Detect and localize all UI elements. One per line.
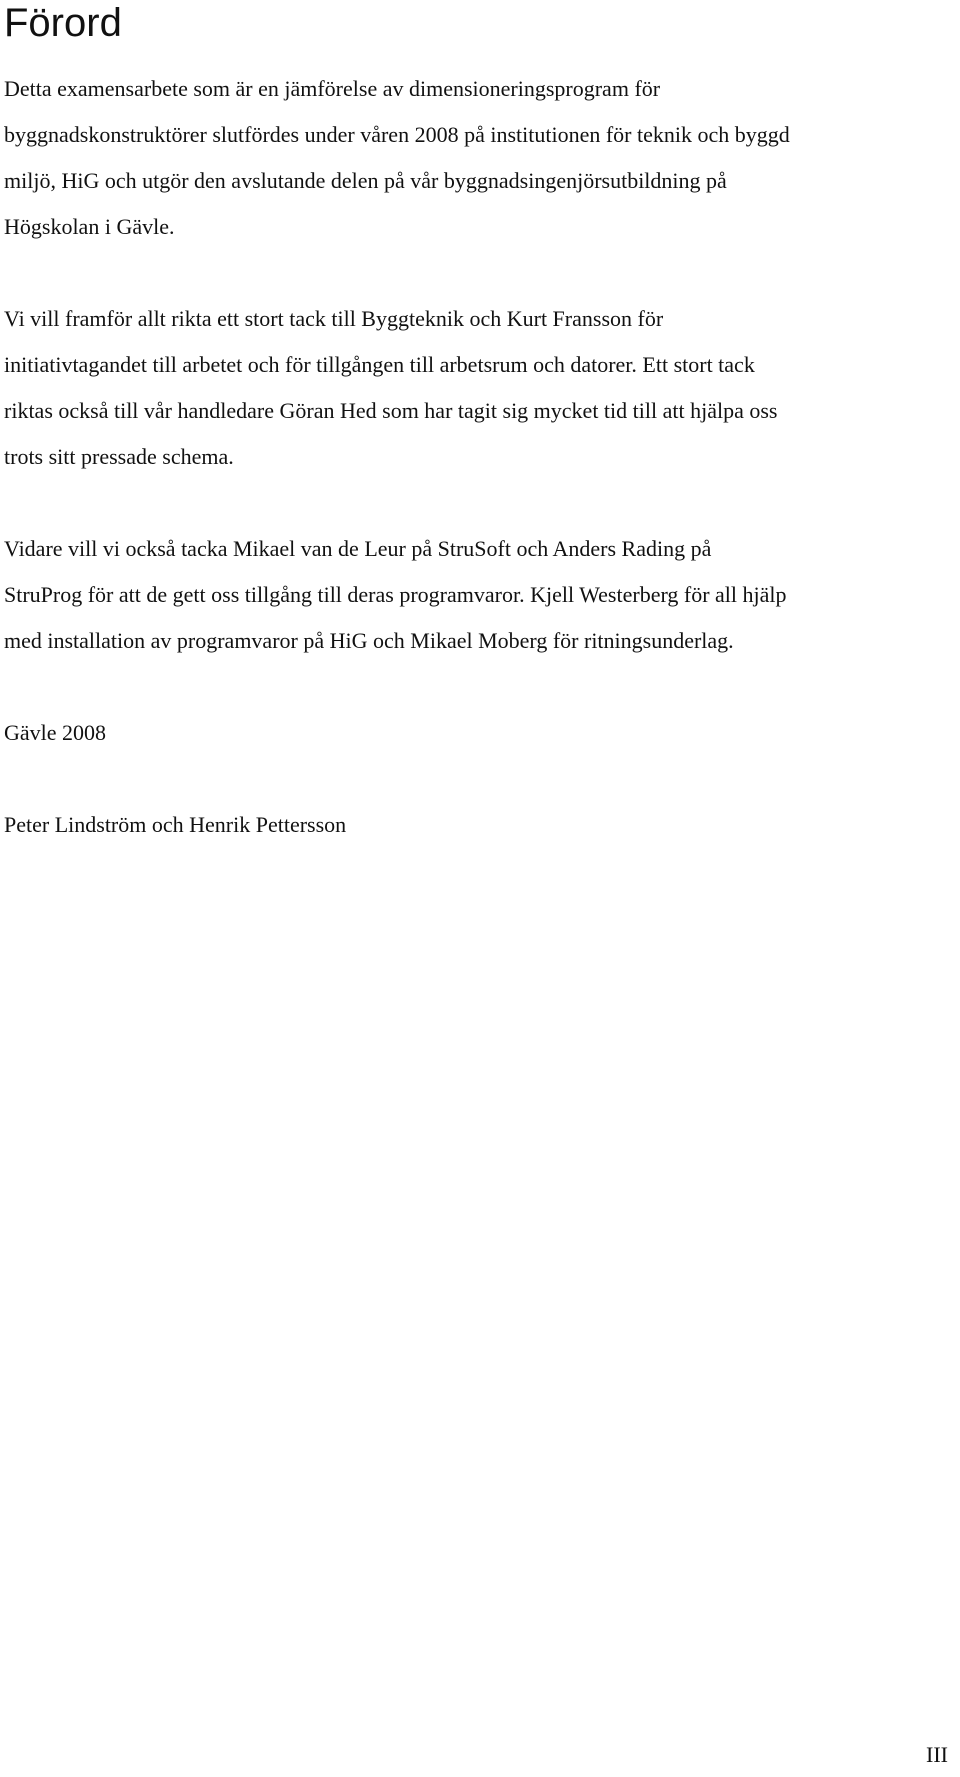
place-date: Gävle 2008	[4, 720, 107, 745]
text-line: trots sitt pressade schema.	[4, 444, 234, 469]
page-number: III	[926, 1742, 948, 1767]
paragraph-intro	[4, 66, 944, 250]
text-line: miljö, HiG och utgör den avslutande delen på vår byggnadsingenjörsutbildning på	[4, 168, 727, 193]
text-line: riktas också till vår handledare Göran Hed som har tagit sig mycket tid till att hjälpa oss	[4, 398, 778, 423]
text-line: Detta examensarbete som är en jämförelse av dimensioneringsprogram för	[4, 76, 661, 101]
text-line: med installation av programvaror på HiG och Mikael Moberg för ritningsunderlag.	[4, 628, 734, 653]
text-line: initiativtagandet till arbetet och för tillgången till arbetsrum och datorer. Ett stort tack	[4, 352, 755, 377]
text-line: StruProg för att de gett oss tillgång till deras programvaror. Kjell Westerberg för all hjälp	[4, 582, 787, 607]
page-title: Förord	[4, 1, 122, 45]
text-line: Vi vill framför allt rikta ett stort tack till Byggteknik och Kurt Fransson för	[4, 306, 664, 331]
text-line: Vidare vill vi också tacka Mikael van de Leur på StruSoft och Anders Rading på	[4, 536, 712, 561]
text-line: byggnadskonstruktörer slutfördes under våren 2008 på institutionen för teknik och byggd	[4, 122, 790, 147]
authors: Peter Lindström och Henrik Pettersson	[4, 812, 347, 837]
paragraph-further-thanks	[4, 526, 944, 664]
text-line: Högskolan i Gävle.	[4, 214, 175, 239]
paragraph-thanks	[4, 296, 944, 480]
